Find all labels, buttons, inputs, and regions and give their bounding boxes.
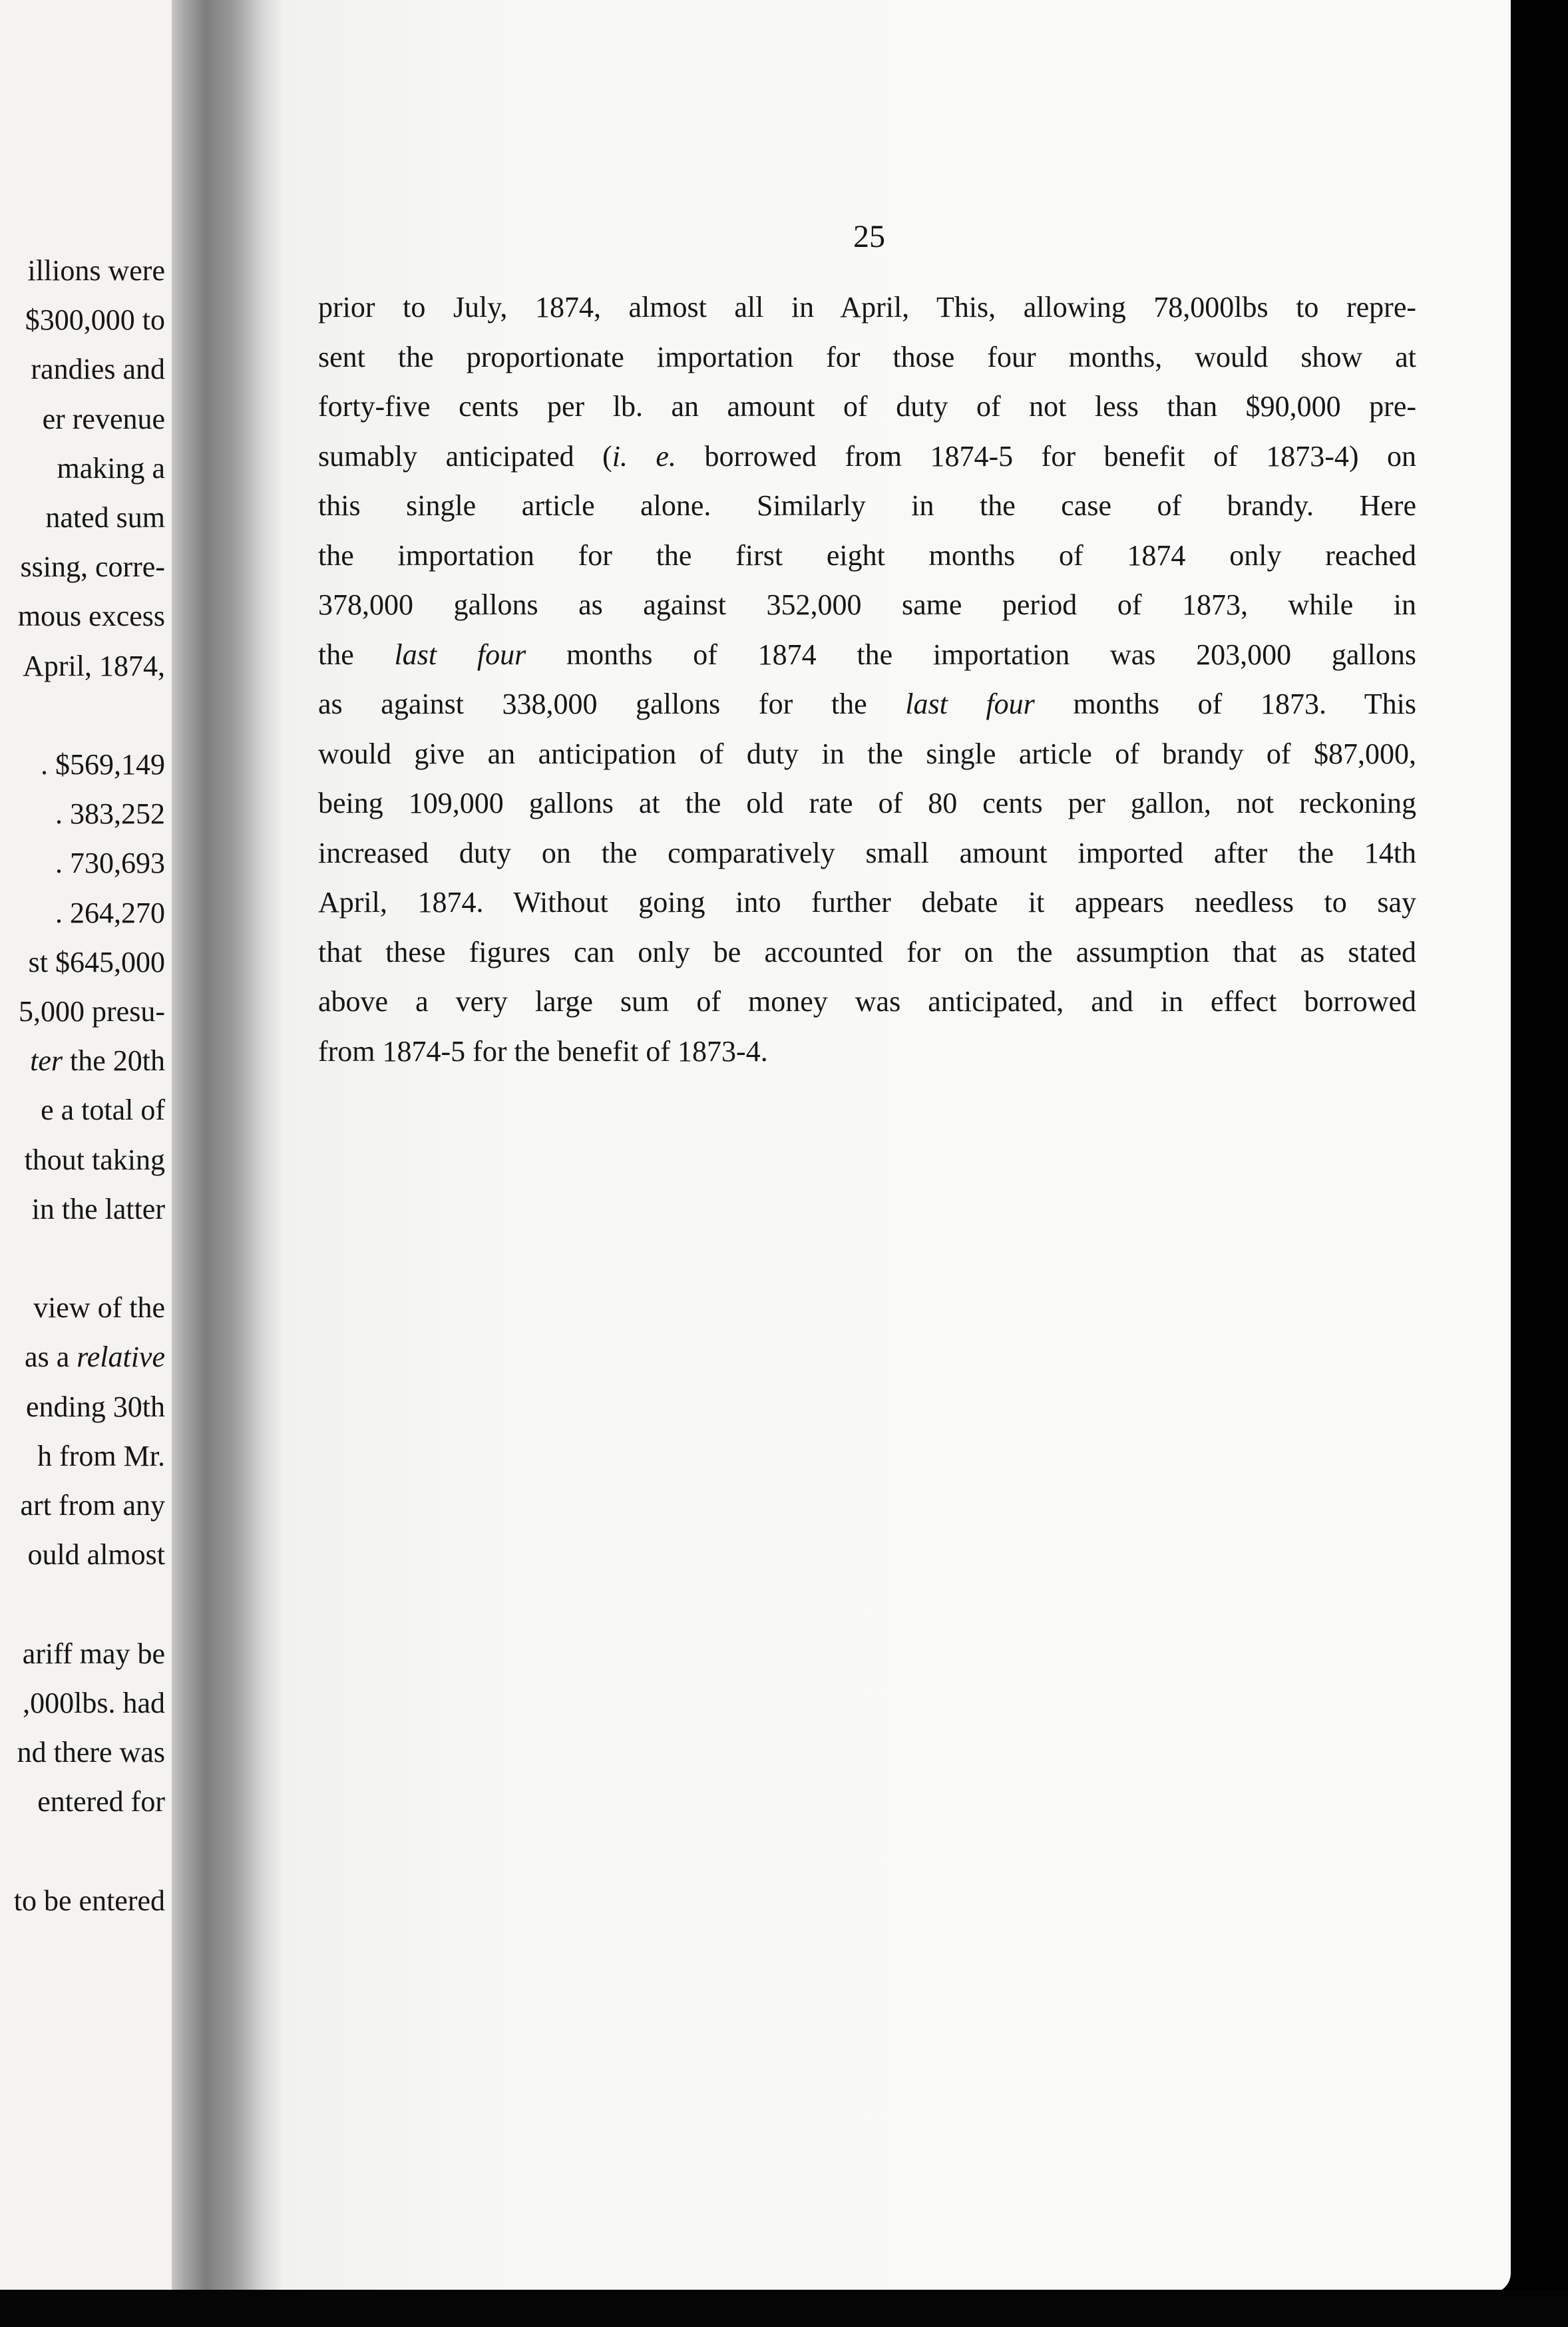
page-body-text [318,283,1416,1076]
previous-page-line: ter the 20th [30,1044,165,1078]
text-line: 378,000 gallons as against 352,000 same period of 1873, while in [318,588,1416,621]
previous-page-fragment [0,0,173,2290]
previous-page-line: April, 1874, [23,649,165,682]
previous-page-line: making a [57,451,165,485]
scan-bottom-margin [0,2290,1568,2327]
previous-page-line: ending 30th [26,1390,165,1423]
previous-page-line: ould almost [27,1538,165,1572]
text-line: this single article alone. Similarly in the case of brandy. Here [318,489,1416,522]
previous-page-line: $300,000 to [25,304,165,337]
previous-page-line: h from Mr. [37,1439,165,1472]
previous-page-line: mous excess [17,600,165,633]
previous-page-line: entered for [37,1785,165,1818]
text-line: April, 1874. Without going into further debate it appears needless to say [318,886,1416,919]
previous-page-line: nd there was [17,1736,165,1769]
text-line: prior to July, 1874, almost all in April, This, allowing 78,000lbs to repre- [318,291,1416,323]
previous-page-line: in the latter [31,1192,165,1225]
previous-page-line: st $645,000 [28,945,165,978]
text-line: that these figures can only be accounted for on the assumption that as stated [318,935,1416,968]
previous-page-line: e a total of [41,1094,165,1127]
text-line: the last four months of 1874 the importation was 203,000 gallons [318,638,1416,671]
previous-page-line: illions were [27,254,165,287]
previous-page-line: . $569,149 [41,748,165,781]
previous-page-line: ssing, corre- [20,550,165,584]
text-line: would give an anticipation of duty in the single article of brandy of $87,000, [318,737,1416,770]
previous-page-line: . 730,693 [55,847,165,880]
text-line: above a very large sum of money was anticipated, and in effect borrowed [318,985,1416,1018]
text-line: from 1874-5 for the benefit of 1873-4. [318,1034,768,1068]
previous-page-line: . 383,252 [55,797,165,831]
page-number: 25 [853,219,885,254]
text-line: sent the proportionate importation for those four months, would show at [318,340,1416,373]
previous-page-line: thout taking [24,1143,165,1176]
previous-page-line: view of the [33,1291,165,1325]
book-gutter-shadow [172,0,285,2327]
text-line: being 109,000 gallons at the old rate of 80 cents per gallon, not reckoning [318,787,1416,819]
previous-page-line: art from any [20,1489,165,1522]
text-line: as against 338,000 gallons for the last four months of 1873. This [318,688,1417,720]
previous-page-line: ariff may be [22,1637,165,1670]
text-line: forty-five cents per lb. an amount of duty of not less than $90,000 pre- [318,390,1416,423]
text-line: the importation for the first eight months of 1874 only reached [318,538,1416,572]
previous-page-line: to be entered [13,1884,165,1917]
previous-page-line: as a relative [25,1341,165,1374]
previous-page-line: nated sum [45,501,165,534]
previous-page-line: randies and [31,353,165,386]
previous-page-line: ,000lbs. had [23,1686,165,1719]
previous-page-line: 5,000 presu- [19,995,165,1028]
text-line: increased duty on the comparatively small amount imported after the 14th [318,836,1416,869]
previous-page-line: . 264,270 [55,896,165,929]
previous-page-line: er revenue [42,402,165,435]
text-line: sumably anticipated (i. e. borrowed from 1874-5 for benefit of 1873-4) on [318,439,1416,473]
